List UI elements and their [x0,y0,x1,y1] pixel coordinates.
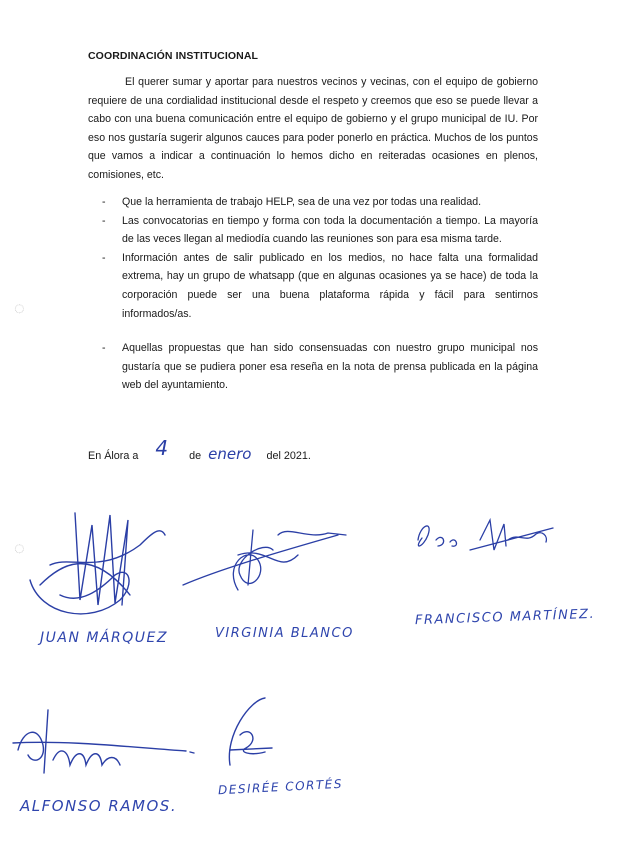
punch-hole-mark: ◌ [14,298,25,318]
signature-scribble-1 [20,505,170,630]
punch-hole-mark: ◌ [14,538,25,558]
signer-name-4: ALFONSO RAMOS. [20,797,178,815]
list-item [88,212,538,249]
intro-paragraph: El querer sumar y aportar para nuestros vecinos y vecinas, con el equipo de gobierno requiere de una cordialidad institucional desde el respeto y creemos que eso se puede llevar a cabo con una buena comunicación entre el equipo de gobierno y el grupo municipal de IU. Por eso nos gustaría sugerir algunos cauces para poder ponerlo en práctica. Muchos de los puntos que vamos a indicar a continuación lo hemos dicho en reiteradas ocasiones en plenos, comisiones, etc. [88,76,538,181]
signer-name-3: FRANCISCO MARTÍNEZ. [414,606,596,629]
signature-scribble-4 [8,705,198,785]
handwritten-day: 4 [155,436,169,460]
list-item-text: Que la herramienta de trabajo HELP, sea de una vez por todas una realidad. [122,196,482,208]
date-suffix: del 2021. [266,450,311,462]
signature-scribble-2 [178,515,348,600]
handwritten-month: enero [208,445,252,463]
bullet-marker: - [102,196,106,208]
list-item-text: Las convocatorias en tiempo y forma con toda la documentación a tiempo. La mayoría de las veces llegan al mediodía cuando las reuniones son para esa misma tarde. [122,214,538,246]
signer-name-1: JUAN MÁRQUEZ [40,630,168,646]
list-item [88,193,538,212]
proposal-list [88,193,538,395]
section-heading: COORDINACIÓN INSTITUCIONAL [88,50,259,62]
signer-name-5: DESIRÉE CORTÉS [217,776,344,798]
date-line [88,436,311,464]
list-item-text: Aquellas propuestas que han sido consensuadas con nuestro grupo municipal nos gustaría que se pudiera poner esa reseña en la nota de prensa publicada en la página web del ayuntamiento. [122,342,538,392]
signature-scribble-3 [408,510,558,560]
signer-name-2: VIRGINIA BLANCO [215,626,354,641]
signature-scribble-5 [210,690,290,775]
bullet-marker: - [102,214,106,227]
bullet-marker: - [102,251,106,264]
list-item [88,249,538,323]
list-item [88,339,538,395]
bullet-marker: - [102,342,106,355]
list-item-text: Información antes de salir publicado en los medios, no hace falta una formalidad extrema, hay un grupo de whatsapp (que en algunas ocasiones ya se hace) de toda la corporación puede ser una buena plataforma rápida y fácil para sentirnos informados/as. [122,251,538,320]
date-de: de [189,450,202,462]
date-prefix: En Álora a [88,450,139,462]
